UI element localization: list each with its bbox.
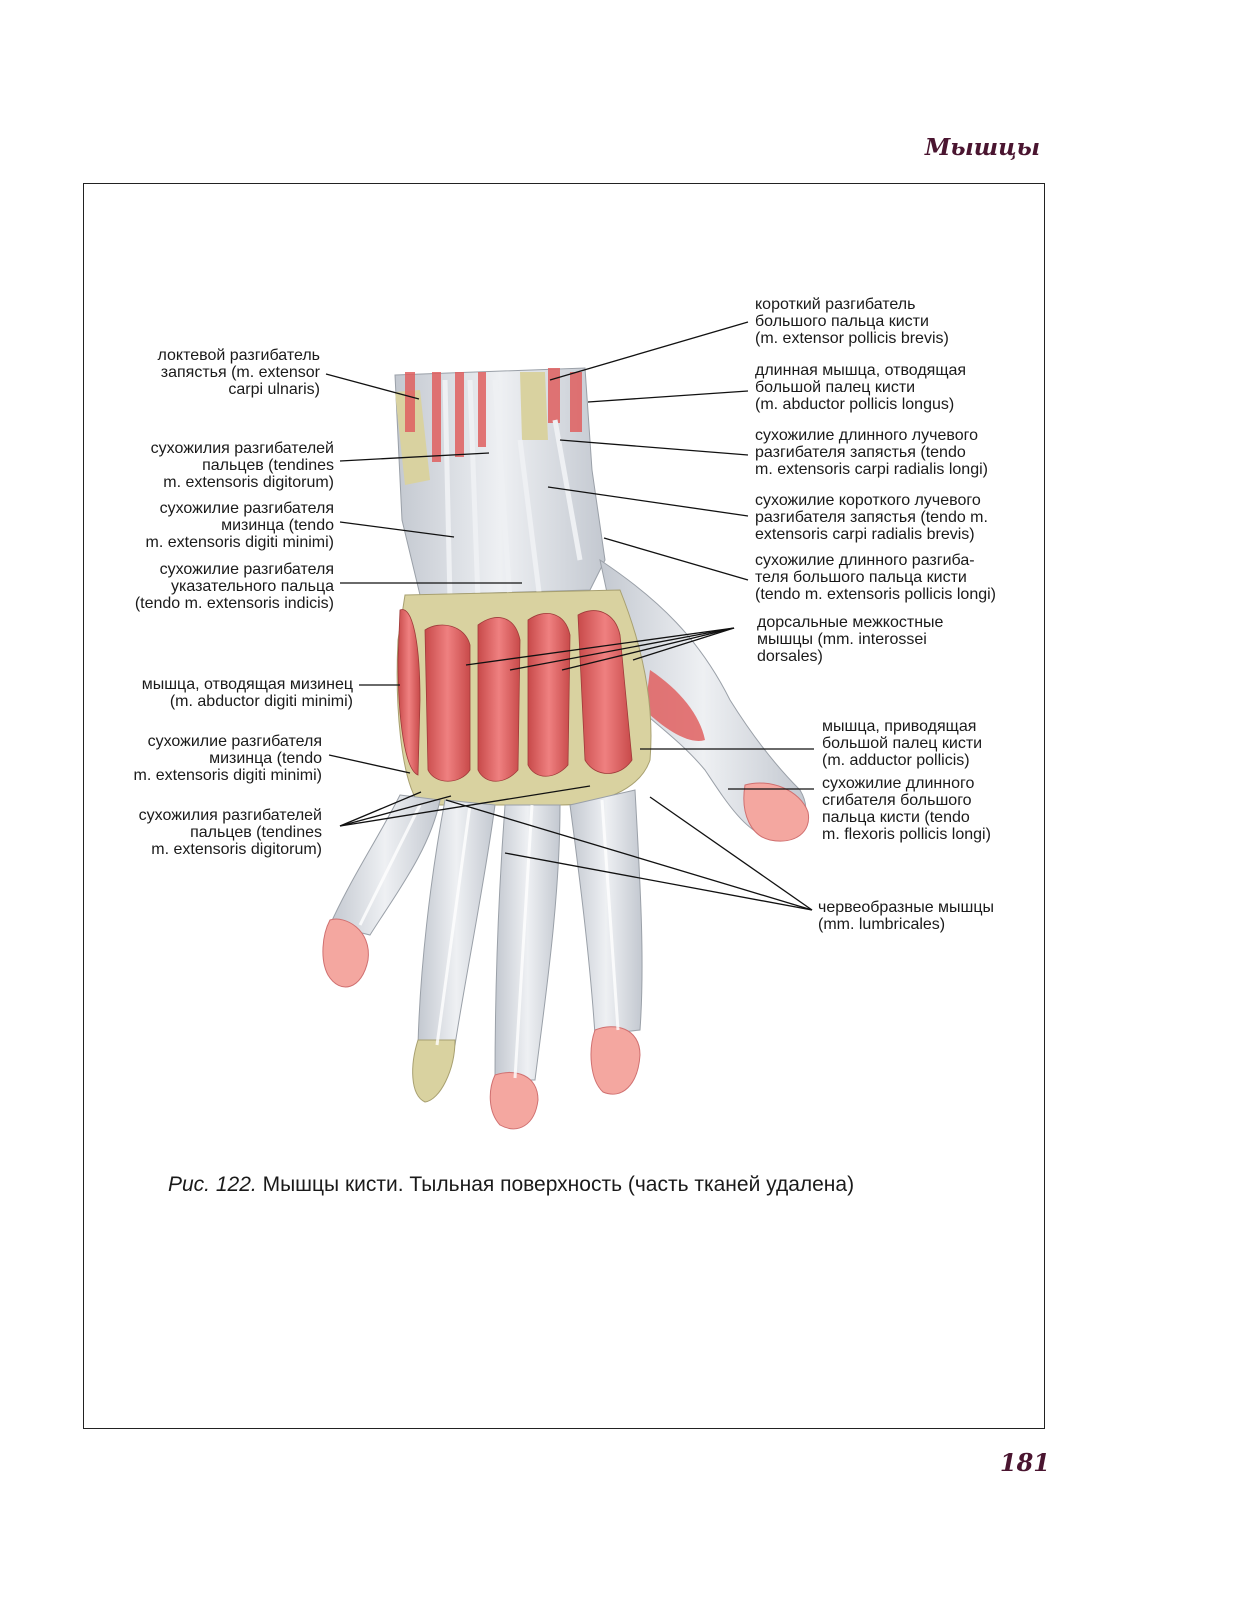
label-interossei-dorsales: дорсальные межкостные мышцы (mm. interossei dorsales) — [757, 614, 944, 665]
running-head: Мышцы — [924, 134, 1040, 161]
middle-nail — [490, 1072, 538, 1128]
label-tendo-extensoris-pollicis-longi: сухожилие длинного разгиба- теля большого пальца кисти (tendo m. extensoris pollicis longi) — [755, 552, 996, 603]
ring-fingertip-bone — [413, 1040, 455, 1102]
figure-number: Рис. 122. — [168, 1173, 257, 1196]
label-adductor-pollicis: мышца, приводящая большой палец кисти (m. adductor pollicis) — [822, 718, 983, 769]
label-abductor-pollicis-longus: длинная мышца, отводящая большой палец кисти (m. abductor pollicis longus) — [755, 362, 967, 413]
label-abductor-digiti-minimi: мышца, отводящая мизинец (m. abductor digiti minimi) — [141, 676, 353, 710]
label-tendines-extensoris-digitorum-proximal: сухожилия разгибателей пальцев (tendines m. extensoris digitorum) — [150, 440, 334, 491]
figure-caption-text: Мышцы кисти. Тыльная поверхность (часть тканей удалена) — [262, 1173, 855, 1196]
middle-finger — [495, 805, 560, 1080]
label-tendo-flexoris-pollicis-longi: сухожилие длинного сгибателя большого пальца кисти (tendo m. flexoris pollicis longi) — [822, 775, 991, 843]
label-tendo-extensoris-carpi-radialis-brevis: сухожилие короткого лучевого разгибателя запястья (tendo m. extensoris carpi radialis brevis) — [755, 492, 988, 543]
label-tendines-extensoris-digitorum-distal: сухожилия разгибателей пальцев (tendines m. extensoris digitorum) — [138, 807, 322, 858]
page-number: 181 — [999, 1448, 1050, 1477]
label-tendo-extensoris-digiti-minimi-proximal: сухожилие разгибателя мизинца (tendo m. extensoris digiti minimi) — [145, 500, 334, 551]
label-tendo-extensoris-carpi-radialis-longi: сухожилие длинного лучевого разгибателя запястья (tendo m. extensoris carpi radialis longi) — [755, 427, 988, 478]
ring-finger — [418, 800, 495, 1045]
figure-caption — [168, 1173, 854, 1197]
label-extensor-carpi-ulnaris: локтевой разгибатель запястья (m. extensor carpi ulnaris) — [157, 347, 320, 398]
radial-bone-end — [520, 372, 548, 440]
index-nail — [591, 1027, 640, 1094]
little-finger — [330, 795, 440, 935]
label-tendo-extensoris-digiti-minimi-distal: сухожилие разгибателя мизинца (tendo m. extensoris digiti minimi) — [133, 733, 322, 784]
interossei-muscles — [398, 610, 632, 782]
index-finger — [570, 790, 642, 1035]
label-lumbricales: червеобразные мышцы (mm. lumbricales) — [818, 899, 995, 933]
label-tendo-extensoris-indicis: сухожилие разгибателя указательного пальца (tendo m. extensoris indicis) — [134, 561, 334, 612]
label-extensor-pollicis-brevis: короткий разгибатель большого пальца кисти (m. extensor pollicis brevis) — [755, 296, 949, 347]
